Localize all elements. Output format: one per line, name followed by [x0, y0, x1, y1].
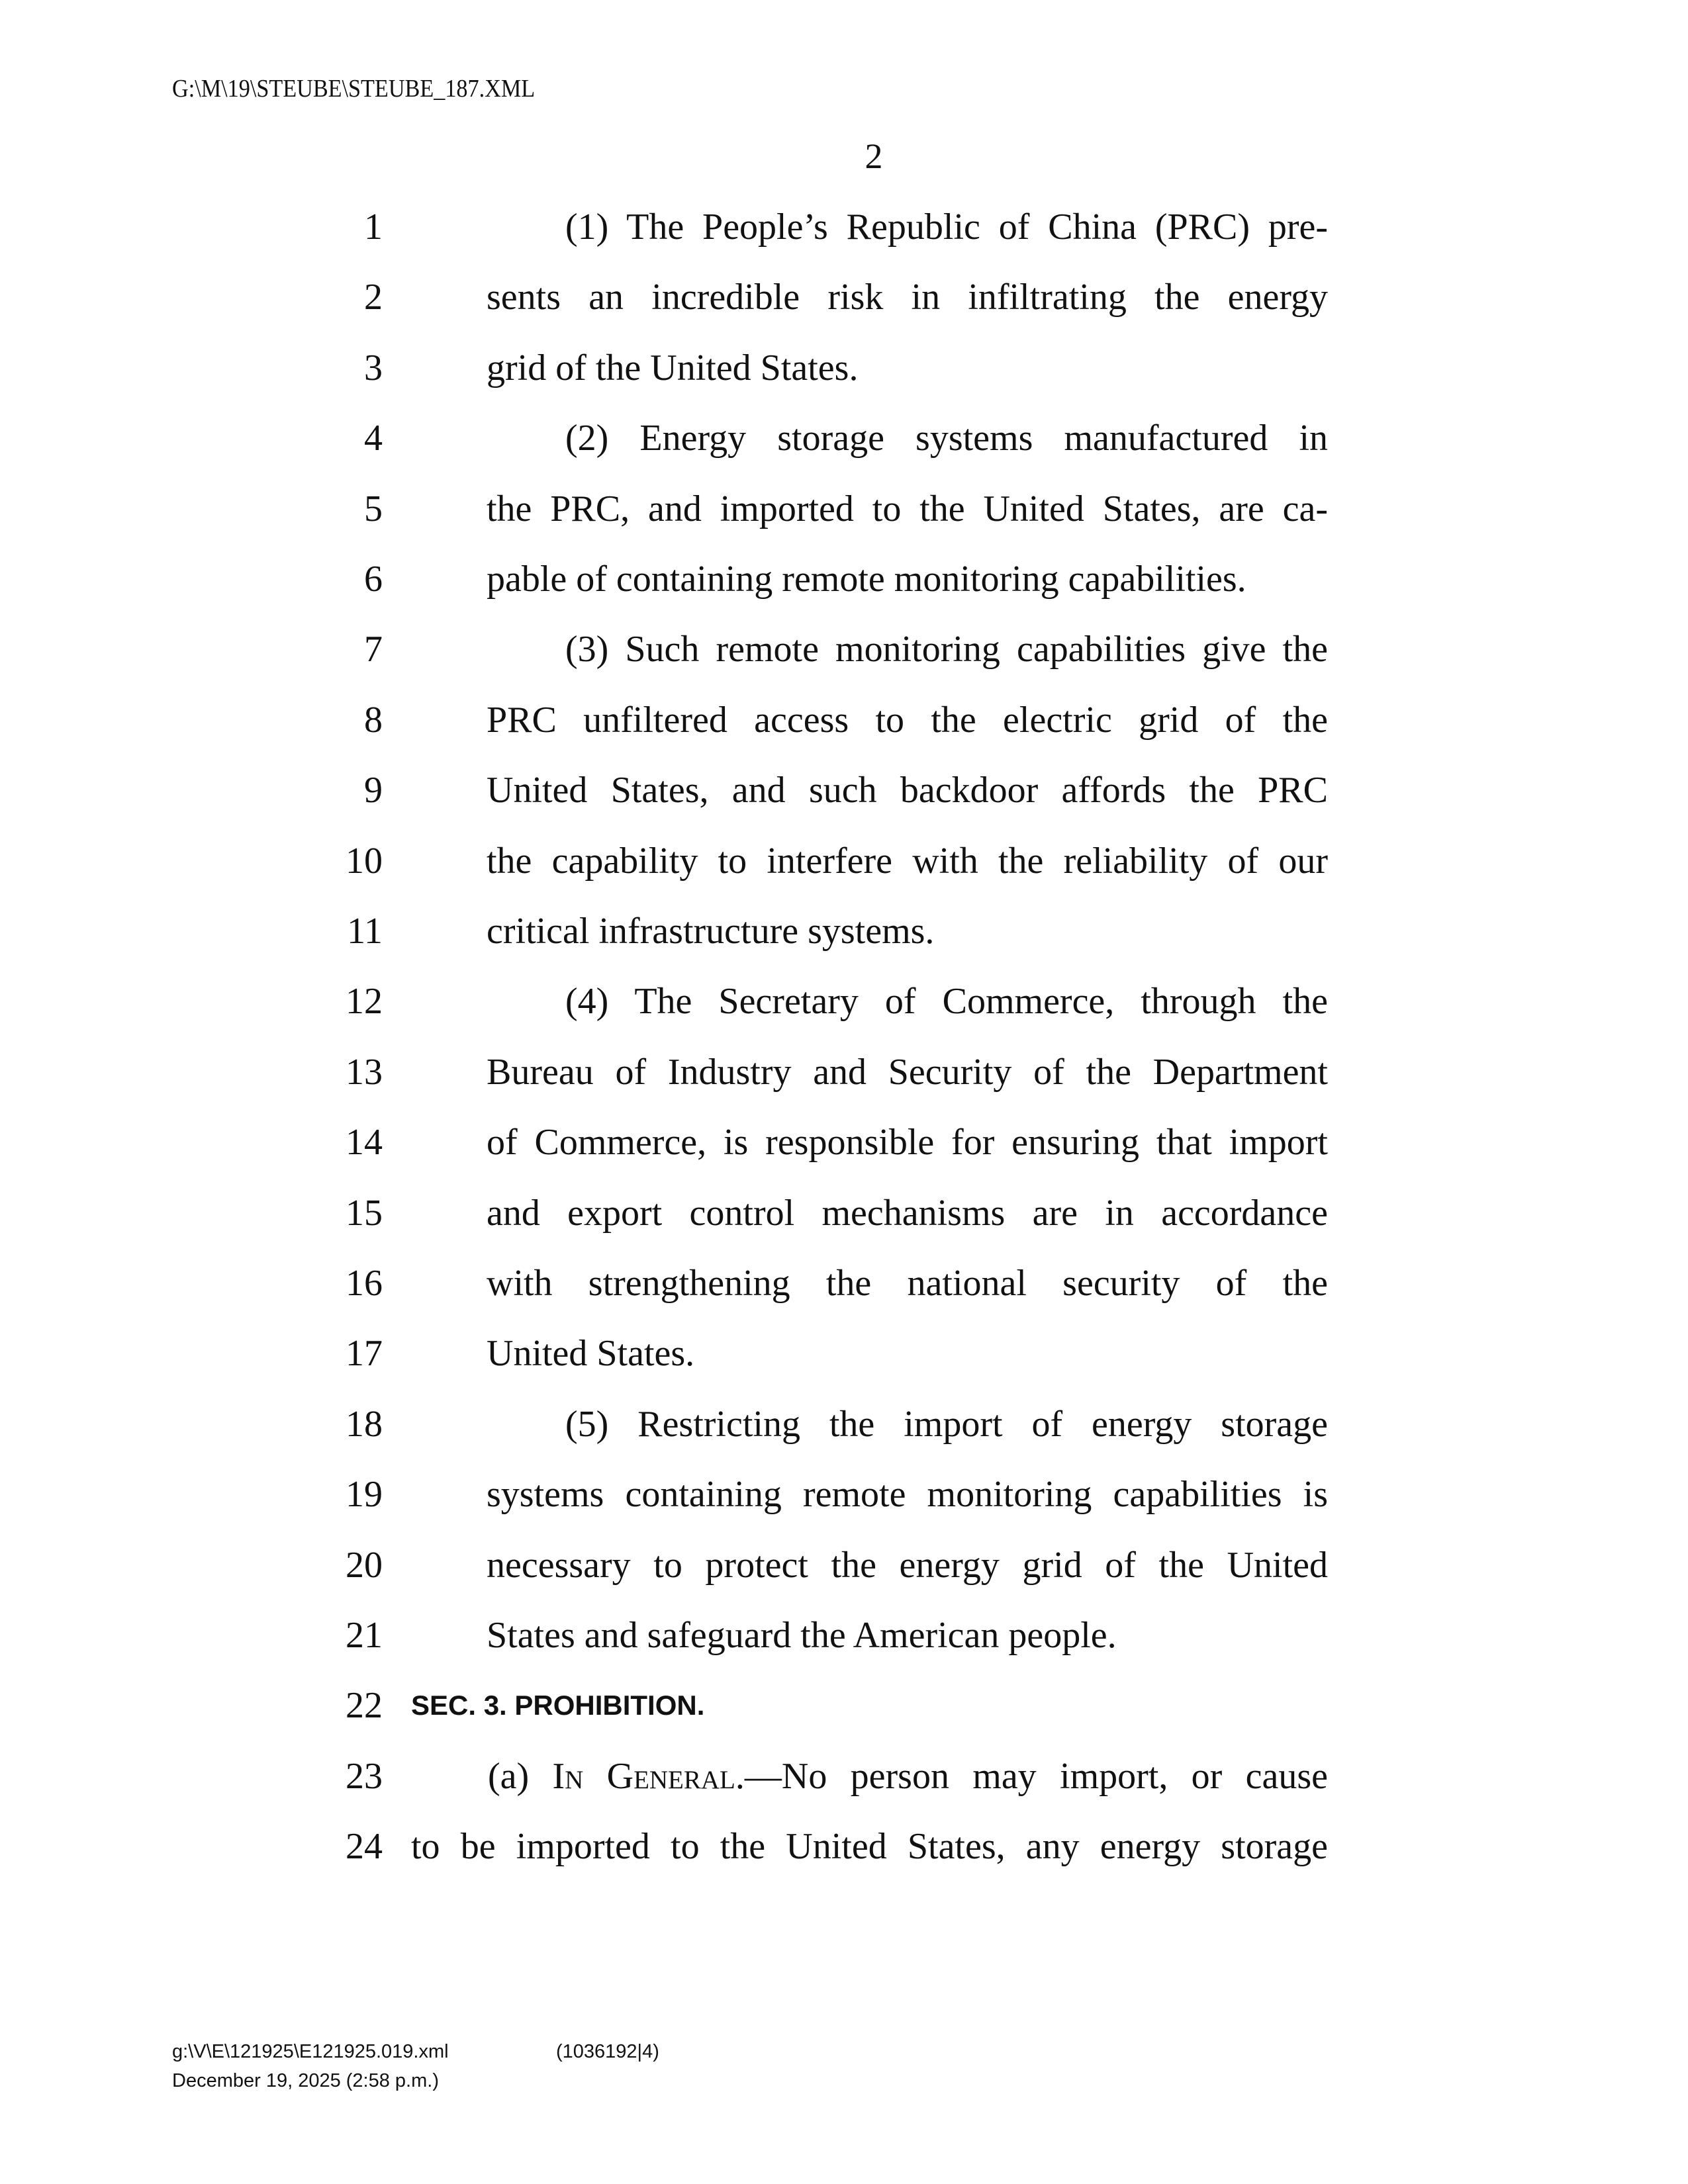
text-line	[0, 1318, 1688, 1388]
line-number: 12	[346, 981, 383, 1023]
text-line	[0, 1670, 1688, 1741]
line-number: 1	[364, 206, 383, 248]
line-number: 17	[346, 1333, 383, 1375]
text-line	[0, 1741, 1688, 1811]
text-line	[0, 1530, 1688, 1600]
footer-doc-id: (1036192|4)	[556, 2041, 659, 2062]
line-text: sents an incredible risk in infiltrating the energy	[487, 277, 1328, 318]
text-line	[0, 685, 1688, 755]
page-number: 2	[865, 136, 883, 176]
line-number: 5	[364, 488, 383, 529]
text-line	[0, 966, 1688, 1036]
line-text: to be imported to the United States, any energy storage	[411, 1826, 1328, 1868]
text-line	[0, 1811, 1688, 1882]
line-text: of Commerce, is responsible for ensuring that import	[487, 1122, 1328, 1163]
line-number: 4	[364, 418, 383, 459]
subsection-heading: In General	[552, 1755, 735, 1797]
text-line	[0, 1389, 1688, 1459]
text-line	[0, 1107, 1688, 1177]
line-text: Bureau of Industry and Security of the Department	[487, 1051, 1328, 1093]
text-line	[0, 614, 1688, 684]
footer-xml-path: g:\V\E\121925\E121925.019.xml	[172, 2041, 449, 2062]
footer-timestamp: December 19, 2025 (2:58 p.m.)	[172, 2070, 439, 2091]
line-number: 8	[364, 699, 383, 741]
line-text: United States, and such backdoor affords the PRC	[487, 770, 1328, 811]
line-number: 10	[346, 840, 383, 882]
line-number: 22	[346, 1685, 383, 1727]
line-number: 14	[346, 1122, 383, 1163]
line-number: 23	[346, 1755, 383, 1797]
line-text: necessary to protect the energy grid of the United	[487, 1544, 1328, 1586]
line-text: grid of the United States.	[487, 347, 859, 388]
line-text: United States.	[487, 1333, 695, 1375]
text-line	[0, 474, 1688, 544]
line-number: 3	[364, 347, 383, 388]
line-text: the capability to interfere with the reliability of our	[487, 840, 1328, 882]
line-text: (4) The Secretary of Commerce, through the	[565, 981, 1328, 1023]
line-text: and export control mechanisms are in accordance	[487, 1192, 1328, 1234]
line-number: 15	[346, 1192, 383, 1234]
text-line	[0, 1248, 1688, 1318]
text-line	[0, 1600, 1688, 1670]
subsection-text	[488, 1741, 1328, 1811]
line-number: 21	[346, 1615, 383, 1656]
line-number: 9	[364, 770, 383, 811]
line-number: 11	[347, 911, 383, 952]
line-text: (5) Restricting the import of energy storage	[565, 1403, 1328, 1445]
section-heading: SEC. 3. PROHIBITION.	[411, 1690, 705, 1721]
line-number: 19	[346, 1474, 383, 1516]
text-line	[0, 896, 1688, 966]
line-number: 7	[364, 629, 383, 670]
line-text: with strengthening the national security of the	[487, 1263, 1328, 1304]
text-line	[0, 755, 1688, 825]
line-number: 20	[346, 1544, 383, 1586]
text-line	[0, 333, 1688, 403]
text-line	[0, 262, 1688, 332]
text-line	[0, 544, 1688, 614]
text-line	[0, 403, 1688, 473]
text-line	[0, 1178, 1688, 1248]
line-text: .—No person may import, or cause	[735, 1755, 1328, 1797]
line-number: 24	[346, 1826, 383, 1868]
text-line	[0, 1459, 1688, 1529]
line-text: (3) Such remote monitoring capabilities give the	[565, 629, 1328, 670]
line-text: PRC unfiltered access to the electric grid of the	[487, 699, 1328, 741]
line-number: 2	[364, 277, 383, 318]
text-line	[0, 1037, 1688, 1107]
line-text: the PRC, and imported to the United States, are ca-	[487, 488, 1328, 529]
line-text: States and safeguard the American people.	[487, 1615, 1117, 1656]
line-text: (2) Energy storage systems manufactured in	[565, 418, 1328, 459]
subsection-label: (a)	[488, 1755, 553, 1797]
line-number: 16	[346, 1263, 383, 1304]
line-text: critical infrastructure systems.	[487, 911, 935, 952]
line-number: 18	[346, 1403, 383, 1445]
text-line	[0, 826, 1688, 896]
line-text: systems containing remote monitoring capabilities is	[487, 1474, 1328, 1516]
file-path-header: G:\M\19\STEUBE\STEUBE_187.XML	[172, 75, 536, 103]
line-number: 6	[364, 559, 383, 600]
text-line	[0, 192, 1688, 262]
line-text: pable of containing remote monitoring capabilities.	[487, 559, 1246, 600]
line-text: (1) The People’s Republic of China (PRC) pre-	[565, 206, 1328, 248]
line-number: 13	[346, 1051, 383, 1093]
